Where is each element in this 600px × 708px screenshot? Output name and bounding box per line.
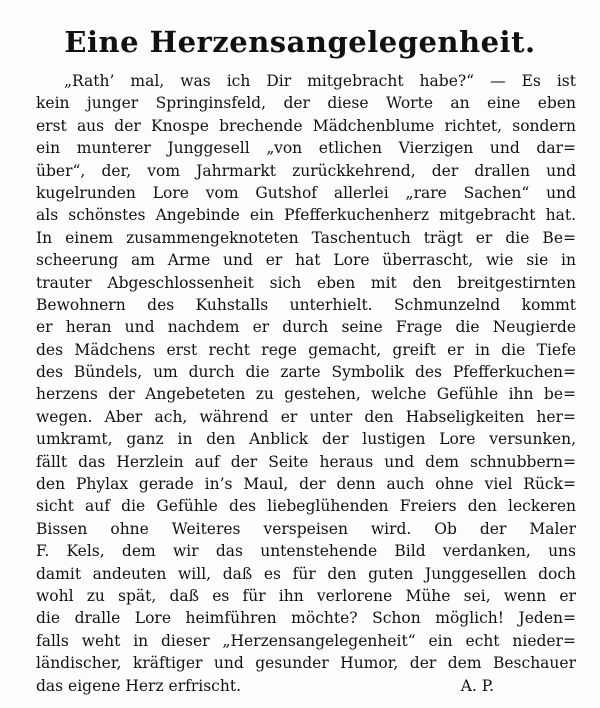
text-line: Bewohnern des Kuhstalls unterhielt. Schmunzelnd kommt bbox=[36, 295, 576, 314]
text-line-last bbox=[36, 675, 576, 697]
text-line: Bissen ohne Weiteres verspeisen wird. Ob der Maler bbox=[36, 519, 576, 538]
text-line: den Phylax gerade in’s Maul, der denn auch ohne viel Rück= bbox=[36, 475, 576, 494]
text-line: falls weht in dieser „Herzensangelegenheit“ ein echt nieder= bbox=[36, 631, 576, 650]
text-line: F. Kels, dem wir das untenstehende Bild verdanken, uns bbox=[36, 542, 576, 561]
article-body bbox=[36, 70, 576, 697]
text-line: damit andeuten will, daß es für den guten Junggesellen doch bbox=[36, 564, 576, 583]
text-line: In einem zusammengeknoteten Taschentuch trägt er die Be= bbox=[36, 228, 576, 247]
text-line: „Rath’ mal, was ich Dir mitgebracht habe?“ — Es ist bbox=[64, 72, 576, 90]
last-line-text: das eigene Herz erfrischt. bbox=[36, 676, 242, 695]
article-title: Eine Herzensangelegenheit. bbox=[64, 25, 536, 59]
text-line: sicht auf die Gefühle des liebeglühenden Freiers den leckeren bbox=[36, 497, 576, 516]
text-line: wohl zu spät, daß es für ihn verlorene Mühe sei, wenn er bbox=[36, 586, 576, 605]
text-line: ein munterer Junggesell „von etlichen Vierzigen und dar= bbox=[36, 139, 576, 158]
text-line: er heran und nachdem er durch seine Frage die Neugierde bbox=[36, 318, 576, 337]
author-signature: A. P. bbox=[460, 676, 494, 695]
text-line: erst aus der Knospe brechende Mädchenblume richtet, sondern bbox=[36, 116, 576, 135]
text-line: des Mädchens erst recht rege gemacht, greift er in die Tiefe bbox=[36, 340, 576, 359]
text-line: trauter Abgeschlossenheit sich eben mit den breitgestirnten bbox=[36, 273, 576, 292]
text-line: fällt das Herzlein auf der Seite heraus und dem schnubbern= bbox=[36, 452, 576, 471]
text-line: herzens der Angebeteten zu gestehen, welche Gefühle ihn be= bbox=[36, 385, 576, 404]
text-line: kein junger Springinsfeld, der diese Worte an eine eben bbox=[36, 94, 576, 113]
text-line: über“, der, vom Jahrmarkt zurückkehrend, der drallen und bbox=[36, 161, 576, 180]
text-line: kugelrunden Lore vom Gutshof allerlei „rare Sachen“ und bbox=[36, 183, 576, 202]
text-line: ländischer, kräftiger und gesunder Humor, der dem Beschauer bbox=[36, 654, 576, 673]
text-line: die dralle Lore heimführen möchte? Schon möglich! Jeden= bbox=[36, 609, 576, 628]
text-line: umkramt, ganz in den Anblick der lustigen Lore versunken, bbox=[36, 430, 576, 449]
text-line: des Bündels, um durch die zarte Symbolik des Pfefferkuchen= bbox=[36, 363, 576, 382]
text-line: als schönstes Angebinde ein Pfefferkuchenherz mitgebracht hat. bbox=[36, 206, 576, 225]
text-line: scheerung am Arme und er hat Lore überrascht, wie sie in bbox=[36, 251, 576, 270]
text-line: wegen. Aber ach, während er unter den Habseligkeiten her= bbox=[36, 407, 576, 426]
